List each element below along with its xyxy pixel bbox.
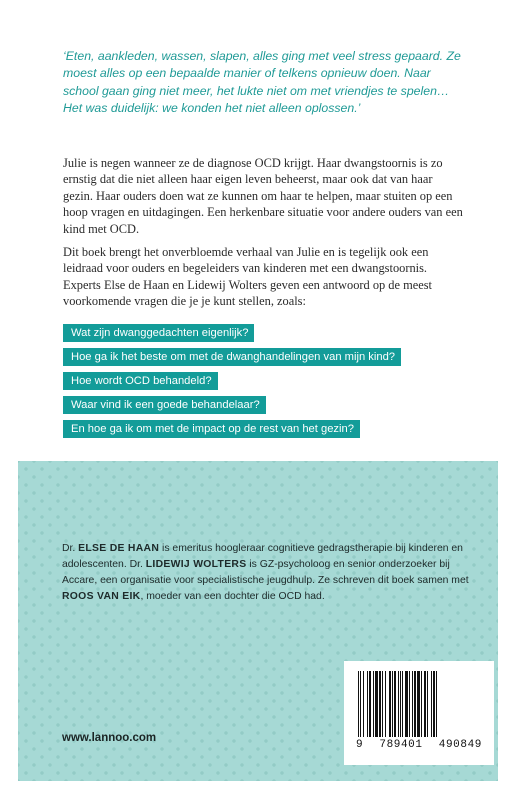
barcode-bar	[433, 671, 435, 737]
publisher-website: www.lannoo.com	[62, 732, 157, 744]
barcode-bar	[363, 671, 364, 737]
barcode-bar	[369, 671, 371, 737]
barcode-bar	[421, 671, 422, 737]
author-name-lidewij-wolters: LIDEWIJ WOLTERS	[145, 559, 247, 570]
barcode-bar	[436, 671, 437, 737]
barcode-bar	[382, 671, 383, 737]
author-name-roos-van-eik: ROOS VAN EIK	[62, 591, 141, 602]
pull-quote: ‘Eten, aankleden, wassen, slapen, alles ging met veel stress gepaard. Ze moest alles op een bepaalde manier of telkens opnieuw doen. Naar school gaan ging niet meer, het lukte niet om met vriendjes te spelen… Het was duidelijk: we konden het niet alleen oplossen.’	[63, 49, 461, 116]
barcode-bar	[417, 671, 420, 737]
question-item: Waar vind ik een goede behandelaar?	[63, 396, 266, 414]
author-name-else-de-haan: ELSE DE HAAN	[78, 543, 160, 554]
question-item: Wat zijn dwanggedachten eigenlijk?	[63, 324, 254, 342]
barcode-bars	[356, 671, 482, 739]
barcode-bar	[375, 671, 378, 737]
barcode-bar	[400, 671, 401, 737]
barcode-bar	[398, 671, 399, 737]
isbn-left-group: 789401	[379, 739, 423, 751]
question-item: Hoe wordt OCD behandeld?	[63, 372, 218, 390]
author-bio	[62, 541, 482, 605]
author-bio-text: is GZ-psycholoog en senior onderzoeker bij Accare, een organisatie voor specialistische jeugdhulp. Ze schreven dit boek samen met	[62, 559, 469, 586]
author-bio-text: , moeder van een dochter die OCD had.	[140, 591, 325, 602]
barcode-bar	[405, 671, 408, 737]
isbn-number	[356, 739, 482, 751]
question-item: Hoe ga ik het beste om met de dwanghandelingen van mijn kind?	[63, 348, 401, 366]
barcode-bar	[389, 671, 391, 737]
barcode-bar	[402, 671, 403, 737]
barcode-bar	[394, 671, 396, 737]
description-paragraph: Dit boek brengt het onverbloemde verhaal van Julie en is tegelijk ook een leidraad voor ouders en begeleiders van kinderen met een dwangstoornis. Experts Else de Haan en Lidewij Wolters geven een antwoord op de meest voorkomende vragen die je je kunt stellen, zoals:	[63, 245, 432, 309]
isbn-right-group: 490849	[438, 739, 482, 751]
barcode-bar	[385, 671, 386, 737]
barcode-bar	[412, 671, 413, 737]
intro-paragraph: Julie is negen wanneer ze de diagnose OCD krijgt. Haar dwangstoornis is zo ernstig dat die niet alleen haar eigen leven beheerst, maar ook dat van haar gezin. Haar ouders doen wat ze kunnen om haar te helpen, maar stuiten op een hoop vragen en uitdagingen. Een herkenbare situatie voor andere ouders van een kind met OCD.	[63, 156, 463, 236]
barcode-bar	[379, 671, 381, 737]
barcode-bar	[414, 671, 416, 737]
barcode-bar	[392, 671, 393, 737]
question-list	[63, 324, 401, 444]
author-bio-text: Dr.	[62, 543, 79, 554]
author-bio-text: is emeritus hoogleraar cognitieve gedragstherapie bij kinderen en adolescenten. Dr.	[62, 543, 463, 570]
barcode-bar	[358, 671, 359, 737]
isbn-first-digit: 9	[356, 739, 364, 751]
barcode	[344, 661, 494, 765]
barcode-bar	[431, 671, 432, 737]
author-band	[18, 461, 498, 781]
barcode-bar	[409, 671, 410, 737]
barcode-bar	[424, 671, 426, 737]
barcode-bar	[373, 671, 374, 737]
barcode-bar	[427, 671, 428, 737]
barcode-bar	[360, 671, 361, 737]
barcode-bar	[367, 671, 368, 737]
question-item: En hoe ga ik om met de impact op de rest van het gezin?	[63, 420, 360, 438]
